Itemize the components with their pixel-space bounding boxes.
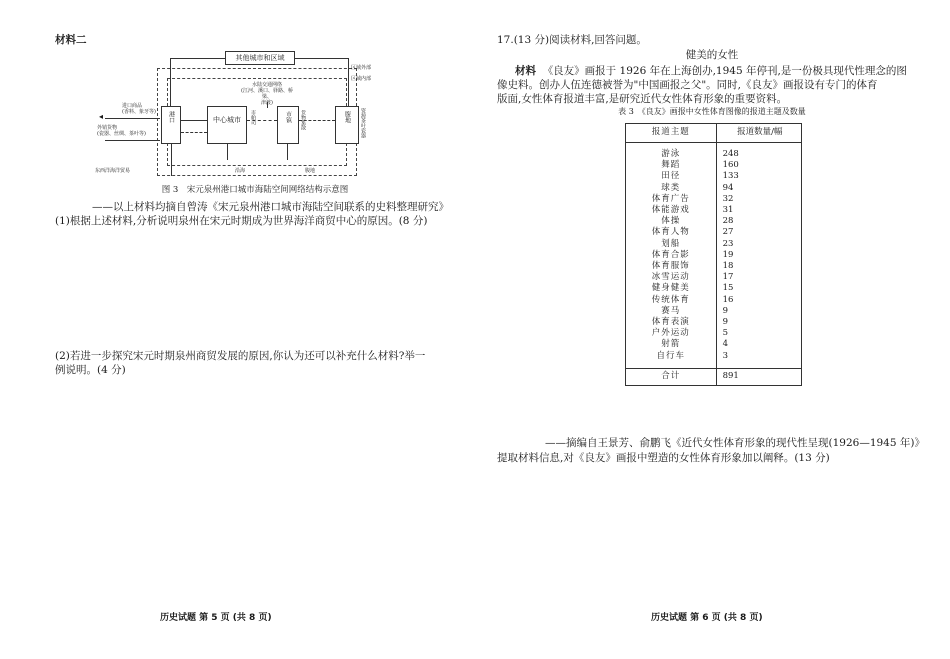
export-goods-note: 外销货物 (瓷器、丝绸、茶叶等) [97, 125, 146, 137]
table-row: 体育表演 9 [626, 317, 801, 328]
arrow-line [105, 118, 160, 119]
arrow-head-icon: ◂ [99, 112, 104, 121]
connector-line [170, 58, 225, 59]
goods-distribution-label: 货物集散 [300, 110, 306, 130]
table-row: 自行车 3 [626, 351, 801, 362]
connector-line [267, 102, 268, 108]
connector-line [287, 144, 288, 160]
hinterland-label: 腹地 [305, 168, 316, 174]
page-footer-right: 历史试题 第 6 页 (共 8 页) [651, 613, 763, 623]
task-prompt: 提取材料信息,对《良友》画报中塑造的女性体育形象加以阐释。(13 分) [497, 452, 830, 464]
question-2-line-1: (2)若进一步探究宋元时期泉州商贸发展的原因,你认为还可以补充什么材料?举一 [55, 350, 426, 362]
connector-line [299, 120, 335, 121]
connector-line [181, 120, 207, 121]
coastal-label: 沿海 [235, 168, 246, 174]
region-inner-label: 区域内部 [351, 76, 372, 82]
table-caption: 表 3 《良友》画报中女性体育图像的报道主题及数量 [618, 107, 806, 116]
table-header-row [626, 124, 801, 143]
table-row: 体能游戏 31 [626, 205, 801, 216]
other-cities-box: 其他城市和区域 [225, 51, 295, 65]
region-outer-label: 区域外部 [351, 65, 372, 71]
table-total-row [626, 368, 801, 385]
market-town-box: 市镇 [277, 106, 299, 144]
network-diagram [95, 48, 400, 183]
table-source: ——摘编自王景芳、俞鹏飞《近代女性体育形象的现代性呈现(1926—1945 年)》 [545, 437, 925, 449]
material-heading: 材料二 [55, 34, 87, 46]
connector-line [171, 144, 172, 176]
import-goods-note: 进口商品 (香料、象牙等) [122, 103, 156, 115]
table-row: 射箭 4 [626, 339, 801, 350]
table-row: 健身健美 15 [626, 283, 801, 294]
table-row: 体操 28 [626, 216, 801, 227]
connector-line [295, 58, 348, 59]
question-1: (1)根据上述材料,分析说明泉州在宋元时期成为世界海洋商贸中心的原因。(8 分) [55, 215, 428, 227]
report-table [625, 123, 802, 386]
central-city-box: 中心城市 [207, 106, 247, 144]
connector-line [181, 132, 207, 133]
resources-label: 资源茶叶瓷器 [360, 108, 366, 138]
figure-caption: 图 3 宋元泉州港口城市海陆空间网络结构示意图 [161, 185, 349, 195]
header-topic: 报道主题 [626, 124, 716, 143]
ocean-trade-label: 东西洋海洋贸易 [95, 168, 131, 174]
question-17: 17.(13 分)阅读材料,回答问题。 [497, 34, 647, 46]
table-row: 田径 133 [626, 171, 801, 182]
transport-network-note: 水陆交通网络 (江河、溪口、驿路、桥梁、 津渡) [241, 82, 293, 106]
connector-line [348, 58, 349, 106]
connector-line [247, 120, 277, 121]
market-office-label: 市舶司 [250, 110, 256, 125]
table-row: 体育合影 19 [626, 250, 801, 261]
arrow-line [105, 140, 160, 141]
connector-line [227, 144, 228, 160]
table-row: 体育人物 27 [626, 227, 801, 238]
header-count: 报道数量/幅 [737, 127, 783, 138]
table-row: 体育服饰 18 [626, 261, 801, 272]
table-row: 体育广告 32 [626, 194, 801, 205]
material-source: ——以上材料均摘自曾涛《宋元泉州港口城市海陆空间联系的史料整理研究》 [92, 201, 449, 213]
table-row: 户外运动 5 [626, 328, 801, 339]
material-line-2: 像史料。创办人伍连德被誉为"中国画报之父"。同时,《良友》画报设有专门的体育 [497, 79, 878, 91]
material-label: 材料 [515, 65, 536, 77]
table-row: 划船 23 [626, 239, 801, 250]
total-value: 891 [722, 371, 739, 382]
page-footer-left: 历史试题 第 5 页 (共 8 页) [160, 613, 272, 623]
connector-line [170, 58, 171, 106]
table-row: 游泳 248 [626, 149, 801, 160]
table-row: 球类 94 [626, 183, 801, 194]
port-box: 港口 [161, 106, 181, 144]
material-line-3: 版面,女性体育报道丰富,是研究近代女性体育形象的重要资料。 [497, 93, 788, 105]
table-row: 传统体育 16 [626, 295, 801, 306]
table-row: 赛马 9 [626, 306, 801, 317]
table-row: 舞蹈 160 [626, 160, 801, 171]
hinterland-box: 腹地 [335, 106, 359, 144]
material-title: 健美的女性 [685, 49, 739, 61]
material-line-1: 材料 《良友》画报于 1926 年在上海创办,1945 年停刊,是一份极具现代性理念的图 [515, 65, 907, 77]
table-row: 冰雪运动 17 [626, 272, 801, 283]
question-2-line-2: 例说明。(4 分) [55, 364, 126, 376]
total-label: 合计 [626, 368, 716, 385]
